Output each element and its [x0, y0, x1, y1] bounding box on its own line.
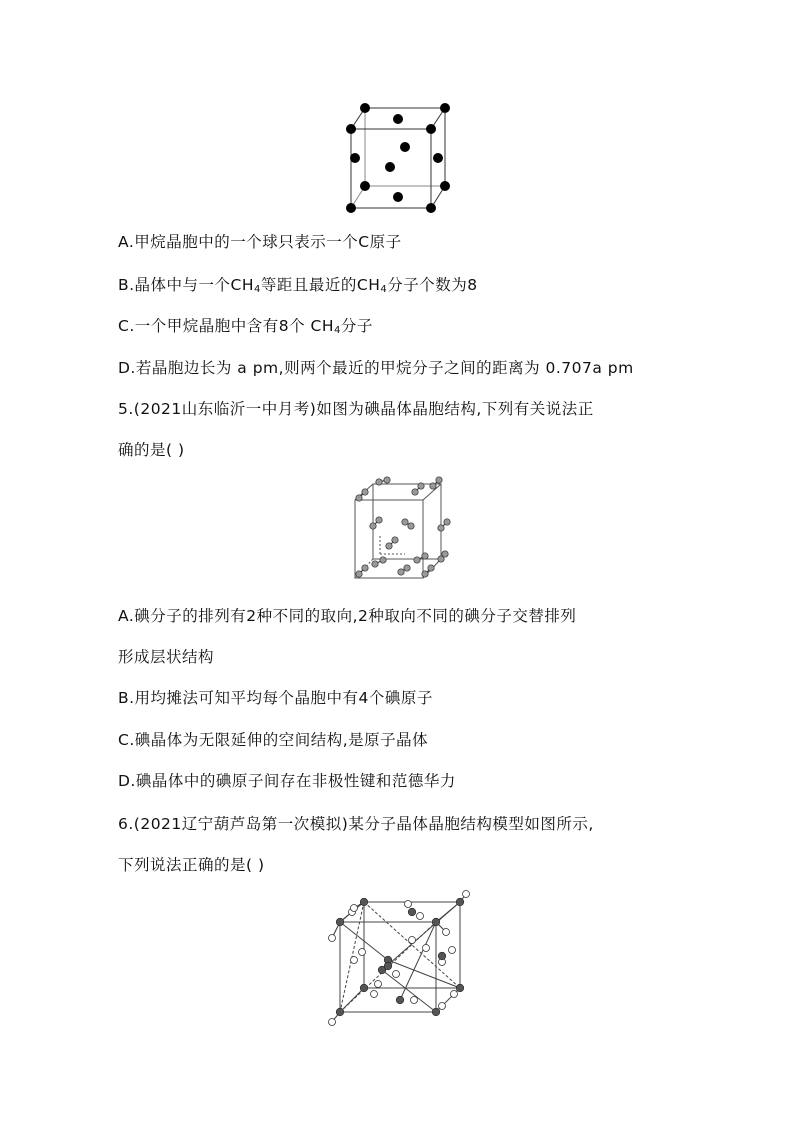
q5-stem-line1: 5.(2021山东临沂一中月考)如图为碘晶体晶胞结构,下列有关说法正: [118, 400, 594, 418]
q5-option-c: C.碘晶体为无限延伸的空间结构,是原子晶体: [118, 731, 429, 749]
q5-stem-line2: 确的是( ): [118, 441, 185, 459]
molecular-crystal-unit-cell-figure: [322, 890, 472, 1028]
q4-option-b: B.晶体中与一个$CH_4$等距且最近的$CH_4$分子个数为8: [118, 276, 478, 295]
q4-option-d: D.若晶胞边长为 a pm,则两个最近的甲烷分子之间的距离为 0.707a pm: [118, 359, 634, 377]
q5-option-b: B.用均摊法可知平均每个晶胞中有4个碘原子: [118, 689, 433, 707]
q5-option-d: D.碘晶体中的碘原子间存在非极性键和范德华力: [118, 772, 456, 790]
methane-unit-cell-figure: [340, 95, 460, 220]
q4-option-c: C.一个甲烷晶胞中含有8个 $CH_4$分子: [118, 317, 373, 336]
q6-stem-line2: 下列说法正确的是( ): [118, 856, 265, 874]
q6-stem-line1: 6.(2021辽宁葫芦岛第一次模拟)某分子晶体晶胞结构模型如图所示,: [118, 815, 594, 833]
iodine-unit-cell-figure: [345, 476, 455, 588]
q4-option-a: A.甲烷晶胞中的一个球只表示一个C原子: [118, 233, 402, 251]
q5-option-a-line2: 形成层状结构: [118, 648, 215, 666]
q5-option-a-line1: A.碘分子的排列有2种不同的取向,2种取向不同的碘分子交替排列: [118, 607, 577, 625]
